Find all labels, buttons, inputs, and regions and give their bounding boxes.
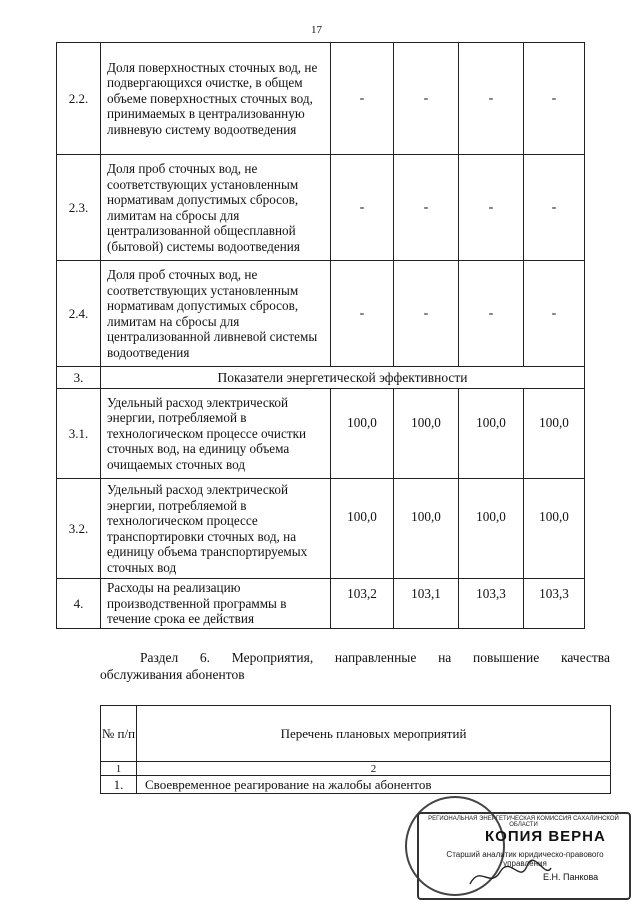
table-row xyxy=(57,261,585,367)
row-value: 100,0 xyxy=(331,479,394,579)
row-number: 3.1. xyxy=(57,389,101,479)
column-index-1: 1 xyxy=(101,762,137,776)
row-value: - xyxy=(524,261,585,367)
row-description: Доля проб сточных вод, не соответствующих установленным нормативам допустимых сбросов, лимитам на сбросы для централизованной ливневой системы водоотведения xyxy=(101,261,331,367)
table-row xyxy=(57,479,585,579)
page-number: 17 xyxy=(311,24,322,36)
row-value: 103,1 xyxy=(394,579,459,629)
row-value: - xyxy=(459,261,524,367)
row-value: - xyxy=(394,261,459,367)
row-number: 2.4. xyxy=(57,261,101,367)
row-value: - xyxy=(524,155,585,261)
row-value: - xyxy=(394,43,459,155)
row-value: 100,0 xyxy=(459,479,524,579)
section-title: Показатели энергетической эффективности xyxy=(101,367,585,389)
table-row xyxy=(101,776,611,794)
header-number: № п/п xyxy=(101,706,137,762)
row-number: 2.3. xyxy=(57,155,101,261)
row-value: - xyxy=(524,43,585,155)
row-description: Удельный расход электрической энергии, потребляемой в технологическом процессе транспортировки сточных вод, на единицу объема транспортируемых сточных вод xyxy=(101,479,331,579)
row-value: - xyxy=(394,155,459,261)
row-value: - xyxy=(331,261,394,367)
column-index-2: 2 xyxy=(137,762,611,776)
indicators-table xyxy=(56,42,585,629)
row-value: 100,0 xyxy=(459,389,524,479)
row-value: 100,0 xyxy=(524,479,585,579)
section-row xyxy=(57,367,585,389)
row-number: 2.2. xyxy=(57,43,101,155)
header-title: Перечень плановых мероприятий xyxy=(137,706,611,762)
row-value: - xyxy=(331,43,394,155)
table-row xyxy=(57,155,585,261)
signature xyxy=(465,854,555,894)
stamp-position: Старший аналитик юридическо-правового управления xyxy=(446,850,604,868)
table-row xyxy=(57,389,585,479)
table-row xyxy=(57,43,585,155)
stamp-organization: РЕГИОНАЛЬНАЯ ЭНЕРГЕТИЧЕСКАЯ КОМИССИЯ САХАЛИНСКОЙ ОБЛАСТИ xyxy=(428,816,619,828)
row-description: Расходы на реализацию производственной программы в течение срока ее действия xyxy=(101,579,331,629)
index-row xyxy=(101,762,611,776)
header-row xyxy=(101,706,611,762)
stamp-name: Е.Н. Панкова xyxy=(543,872,599,882)
measures-table xyxy=(100,705,611,794)
row-number: 3.2. xyxy=(57,479,101,579)
row-number: 1. xyxy=(101,776,137,794)
row-value: 100,0 xyxy=(394,389,459,479)
row-value: 103,2 xyxy=(331,579,394,629)
row-value: 103,3 xyxy=(459,579,524,629)
row-value: - xyxy=(459,43,524,155)
stamp-title: КОПИЯ ВЕРНА xyxy=(485,828,606,845)
table-row xyxy=(57,579,585,629)
row-value: 100,0 xyxy=(394,479,459,579)
row-number: 4. xyxy=(57,579,101,629)
section-6-line1: Раздел 6. Мероприятия, направленные на повышение качества xyxy=(140,650,610,665)
section-6-line2: обслуживания абонентов xyxy=(100,667,245,682)
row-value: 100,0 xyxy=(331,389,394,479)
row-value: - xyxy=(459,155,524,261)
section-6-heading xyxy=(100,649,610,683)
section-number: 3. xyxy=(57,367,101,389)
row-description: Своевременное реагирование на жалобы абонентов xyxy=(137,776,611,794)
copy-certified-stamp xyxy=(405,792,633,905)
row-value: - xyxy=(331,155,394,261)
row-value: 100,0 xyxy=(524,389,585,479)
row-value: 103,3 xyxy=(524,579,585,629)
row-description: Доля поверхностных сточных вод, не подвергающихся очистке, в общем объеме поверхностных сточных вод, принимаемых в централизованную ливневую систему водоотведения xyxy=(101,43,331,155)
row-description: Удельный расход электрической энергии, потребляемой в технологическом процессе очистки сточных вод, на единицу объема очищаемых сточных вод xyxy=(101,389,331,479)
row-description: Доля проб сточных вод, не соответствующих установленным нормативам допустимых сбросов, лимитам на сбросы для централизованной общесплавной (бытовой) системы водоотведения xyxy=(101,155,331,261)
